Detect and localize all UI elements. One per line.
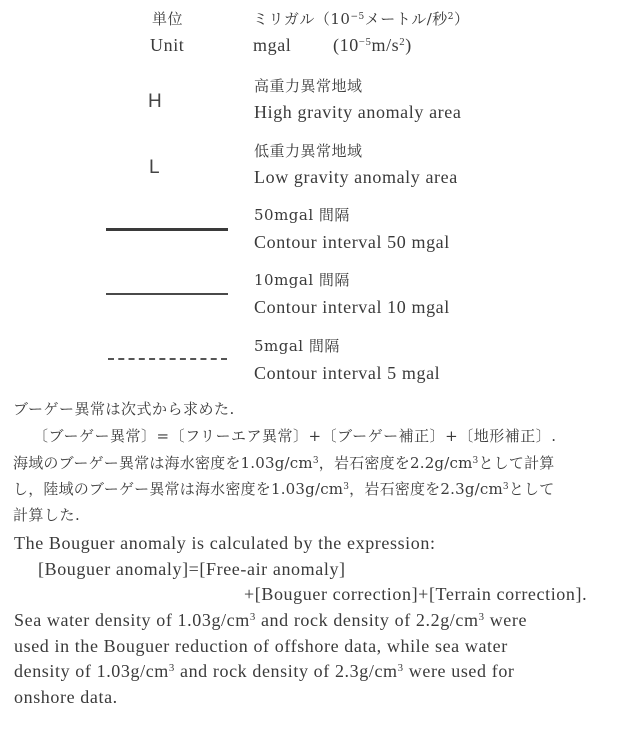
unit-jp-exp2: 2	[447, 12, 455, 23]
note-en-6c: were used for	[403, 661, 515, 681]
unit-en-suffix: )	[405, 35, 412, 55]
note-en-formula-2: +[Bouguer correction]+[Terrain correction].	[244, 584, 588, 604]
unit-label-jp: 単位	[152, 10, 184, 28]
note-jp-4b: ，岩石密度を2.3g/cm	[349, 480, 503, 498]
note-jp-4c: として	[508, 480, 555, 498]
note-en-sup: 3	[168, 662, 175, 675]
note-jp-3a: 海域のブーゲー異常は海水密度を1.03g/cm	[13, 454, 313, 472]
note-en-line-5: used in the Bouguer reduction of offshore data, while sea water	[14, 636, 508, 656]
contour-10-label-en: Contour interval 10 mgal	[254, 297, 450, 317]
note-jp-3c: として計算	[478, 454, 555, 472]
high-label-en: High gravity anomaly area	[254, 102, 462, 122]
note-en-4c: were	[484, 610, 528, 630]
note-en-6b: and rock density of 2.3g/cm	[174, 661, 398, 681]
unit-en-prefix: (10	[333, 35, 359, 55]
note-en-sup: 3	[249, 611, 256, 624]
contour-50-label-jp: 50mgal 間隔	[254, 206, 350, 224]
note-en-4a: Sea water density of 1.03g/cm	[14, 610, 250, 630]
note-jp-sup: 3	[472, 456, 479, 467]
unit-en-exp: −5	[358, 36, 372, 49]
note-jp-4a: し，陸域のブーゲー異常は海水密度を1.03g/cm	[13, 480, 344, 498]
note-en-6a: density of 1.03g/cm	[14, 661, 169, 681]
note-en-4b: and rock density of 2.2g/cm	[255, 610, 479, 630]
unit-formula-en	[333, 36, 412, 54]
note-en-formula-1: [Bouguer anomaly]=[Free-air anomaly]	[38, 559, 346, 579]
contour-10-line-icon	[106, 293, 228, 295]
unit-jp-suffix: ）	[454, 10, 470, 28]
note-en-line-6	[14, 662, 515, 680]
note-jp-sup: 3	[312, 456, 319, 467]
note-jp-3b: ，岩石密度を2.2g/cm	[318, 454, 473, 472]
note-jp-sup: 3	[343, 482, 350, 493]
note-jp-sup: 3	[502, 482, 509, 493]
contour-10-label-jp: 10mgal 間隔	[254, 271, 350, 289]
contour-5-label-jp: 5mgal 間隔	[254, 337, 340, 355]
contour-5-label-en: Contour interval 5 mgal	[254, 363, 441, 383]
unit-label-en: Unit	[150, 35, 185, 55]
unit-jp-mid: メートル/秒	[364, 10, 448, 28]
note-jp-line-1: ブーゲー異常は次式から求めた.	[13, 400, 235, 418]
low-label-en: Low gravity anomaly area	[254, 167, 458, 187]
unit-value-jp	[253, 12, 470, 27]
note-jp-line-4	[13, 482, 554, 497]
high-symbol: H	[148, 91, 162, 112]
unit-jp-prefix: ミリガル（10	[253, 10, 351, 28]
contour-5-dashed-line-icon	[108, 358, 227, 360]
note-jp-line-5: 計算した.	[13, 506, 81, 524]
unit-value-en: mgal	[253, 35, 292, 55]
note-jp-formula: 〔ブーゲー異常〕=〔フリーエア異常〕+〔ブーゲー補正〕+〔地形補正〕.	[33, 427, 557, 445]
high-label-jp: 高重力異常地域	[254, 77, 363, 95]
unit-jp-exp: −5	[350, 12, 365, 23]
contour-50-line-icon	[106, 228, 228, 231]
contour-50-label-en: Contour interval 50 mgal	[254, 232, 450, 252]
note-en-sup: 3	[478, 611, 485, 624]
note-en-line-1: The Bouguer anomaly is calculated by the expression:	[14, 533, 436, 553]
low-symbol: L	[149, 157, 160, 178]
unit-en-exp2: 2	[399, 36, 406, 49]
note-en-line-7: onshore data.	[14, 687, 118, 707]
note-jp-line-3	[13, 456, 554, 471]
unit-en-mid: m/s	[371, 35, 400, 55]
low-label-jp: 低重力異常地域	[254, 142, 363, 160]
note-en-line-4	[14, 611, 527, 629]
note-en-sup: 3	[397, 662, 404, 675]
